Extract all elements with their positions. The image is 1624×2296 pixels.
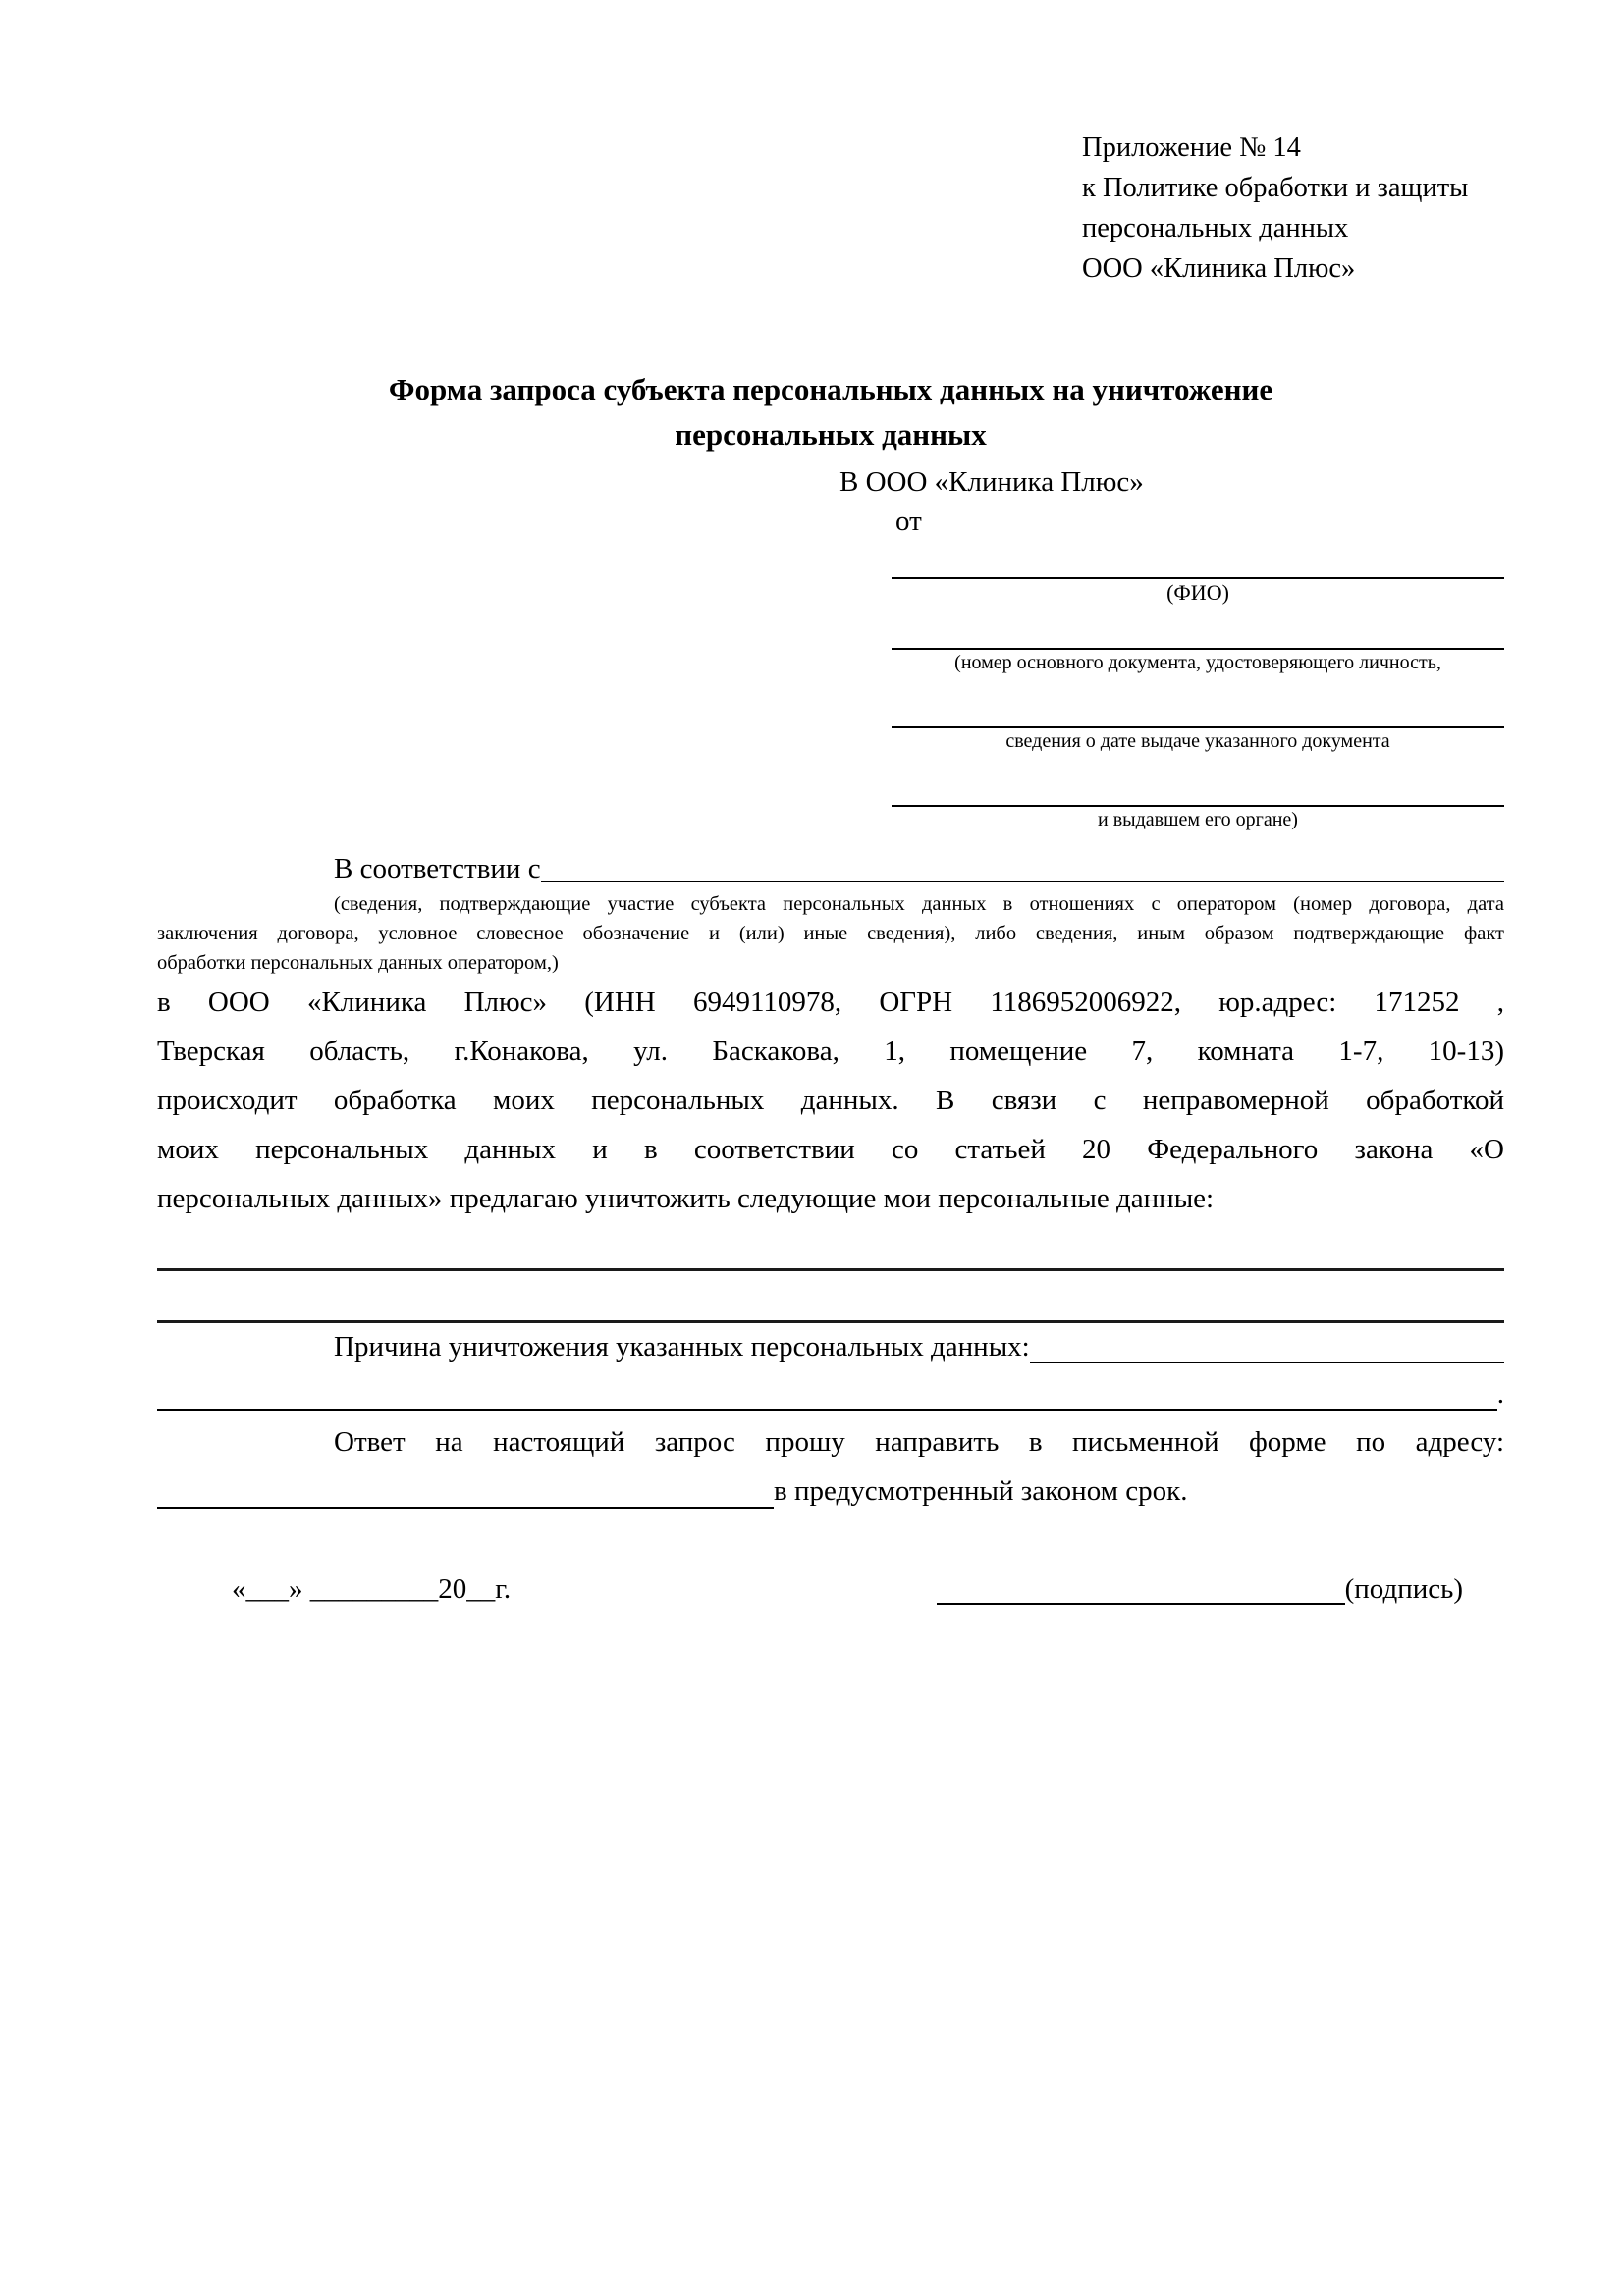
accordance-note-line: обработки персональных данных оператором,) — [157, 952, 559, 974]
accordance-label: В соответствии с — [334, 853, 541, 884]
reason-label: Причина уничтожения указанных персональных данных: — [334, 1331, 1030, 1362]
accordance-row — [157, 848, 1504, 889]
accordance-note-line: заключения договора, условное словесное обозначение и (или) иные сведения), либо сведения, иным образом подтверждающие факт — [157, 923, 1504, 944]
reason-continuation-row — [157, 1370, 1504, 1417]
doc-number-caption: (номер основного документа, удостоверяющего личность, — [954, 652, 1441, 673]
appendix-line: персональных данных — [1082, 213, 1349, 243]
period: . — [1496, 1378, 1504, 1410]
body-line: моих персональных данных и в соответствии со статьей 20 Федерального закона «О — [157, 1134, 1504, 1165]
from-label: от — [895, 506, 922, 537]
body-line: персональных данных» предлагаю уничтожить следующие мои персональные данные: — [157, 1183, 1215, 1214]
reason-continuation-blank-line — [157, 1409, 1497, 1411]
appendix-line: к Политике обработки и защиты — [1082, 173, 1469, 203]
address-blank-line — [157, 1507, 774, 1509]
body-line: в ООО «Клиника Плюс» (ИНН 6949110978, ОГРН 1186952006922, юр.адрес: 171252 , — [157, 987, 1504, 1018]
appendix-line: ООО «Клиника Плюс» — [1082, 253, 1356, 284]
doc-number-blank-line — [892, 607, 1504, 650]
fio-blank-line — [892, 540, 1504, 579]
body-line: Тверская область, г.Конакова, ул. Баскакова, 1, помещение 7, комната 1-7, 10-13) — [157, 1036, 1504, 1067]
personal-data-blank-line-1 — [157, 1223, 1504, 1271]
date-blank-line: «___» _________20__г. — [232, 1574, 512, 1605]
accordance-blank-line — [541, 881, 1504, 882]
recipient-line: В ООО «Клиника Плюс» — [839, 466, 1144, 498]
personal-data-blank-line-2 — [157, 1271, 1504, 1323]
doc-issuer-caption: и выдавшем его органе) — [1098, 809, 1298, 830]
doc-issue-date-caption: сведения о дате выдаче указанного документа — [1005, 730, 1390, 752]
appendix-block — [1082, 128, 1524, 289]
signature-group — [937, 1567, 1463, 1612]
form-title-line-1: Форма запроса субъекта персональных данных на уничтожение — [388, 372, 1273, 406]
body-paragraph — [157, 978, 1504, 1223]
answer-tail-row — [157, 1467, 1504, 1516]
accordance-note-line: (сведения, подтверждающие участие субъекта персональных данных в отношениях с оператором (номер договора, дата — [334, 893, 1504, 915]
form-title — [157, 367, 1504, 457]
footer-row — [157, 1567, 1504, 1612]
doc-issue-date-blank-line — [892, 675, 1504, 728]
appendix-line: Приложение № 14 — [1082, 133, 1301, 163]
signature-caption: (подпись) — [1344, 1574, 1463, 1605]
reason-row — [157, 1323, 1504, 1370]
answer-tail: в предусмотренный законом срок. — [774, 1475, 1188, 1507]
body-line: происходит обработка моих персональных данных. В связи с неправомерной обработкой — [157, 1085, 1504, 1116]
signature-blank-line — [937, 1603, 1345, 1605]
doc-issuer-blank-line — [892, 754, 1504, 807]
form-title-line-2: персональных данных — [675, 417, 987, 452]
fio-caption: (ФИО) — [1166, 580, 1229, 605]
reason-blank-line — [1030, 1362, 1504, 1363]
accordance-note — [157, 889, 1504, 978]
answer-line: Ответ на настоящий запрос прошу направить в письменной форме по адресу: — [334, 1426, 1504, 1458]
